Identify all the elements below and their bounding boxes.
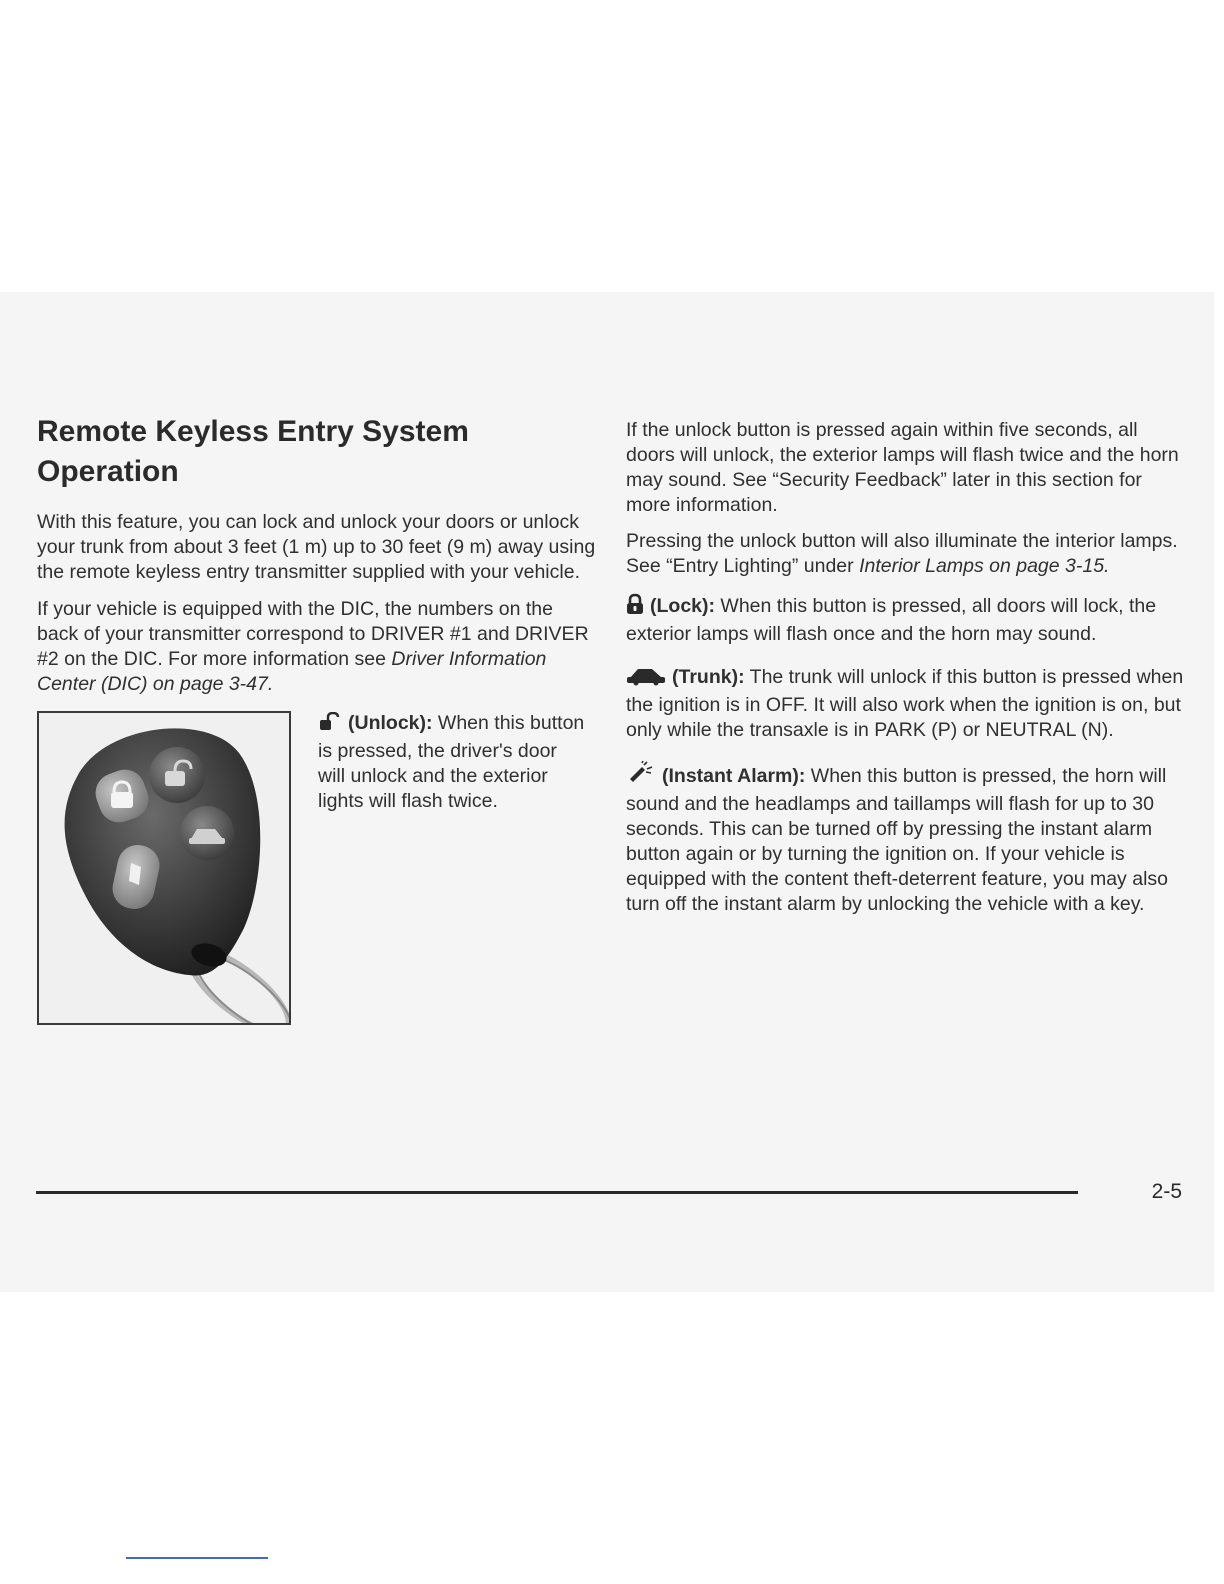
transmitter-figure-row (37, 711, 597, 1051)
link-underline[interactable] (126, 1557, 268, 1559)
trunk-paragraph (626, 665, 1186, 743)
illuminate-reference: Interior Lamps on page 3-15. (859, 555, 1110, 577)
intro-paragraph: With this feature, you can lock and unlock your doors or unlock your trunk from about 3 feet (1 m) up to 30 feet (9 m) away using the remote keyless entry transmitter supplied with your vehicle. (37, 511, 596, 583)
unlock-text: When this button is pressed, the driver's door will unlock and the exterior lights will flash twice. (318, 712, 585, 812)
alarm-text: When this button is pressed, the horn will sound and the headlamps and taillamps will flash for up to 30 seconds. This can be turned off by pressing the instant alarm button again or by turning the ignition on. If your vehicle is equipped with the content theft-deterrent feature, you may also turn off the instant alarm by unlocking the vehicle with a key. (626, 765, 1169, 915)
transmitter-photo (37, 711, 291, 1025)
left-column (37, 412, 597, 1051)
right-column (626, 418, 1186, 928)
dic-text: If your vehicle is equipped with the DIC, the numbers on the back of your transmitter correspond to DRIVER #1 and DRIVER #2 on the DIC. For more information see (37, 598, 589, 670)
car-icon (626, 666, 666, 693)
key-fob-image (39, 713, 289, 1023)
illuminate-text: Pressing the unlock button will also illuminate the interior lamps. See “Entry Lighting” under (626, 530, 1178, 577)
lock-paragraph (626, 593, 1186, 647)
trunk-term: (Trunk): (672, 666, 745, 688)
lock-text: When this button is pressed, all doors will lock, the exterior lamps will flash once and the horn may sound. (626, 595, 1157, 645)
unlock-description (318, 711, 588, 826)
unlock-term: (Unlock): (348, 712, 433, 734)
lock-icon (626, 593, 644, 622)
illuminate-paragraph (626, 529, 1186, 579)
dic-paragraph (37, 597, 597, 697)
manual-page (0, 292, 1214, 1292)
unlock-again-paragraph: If the unlock button is pressed again within five seconds, all doors will unlock, the exterior lamps will flash twice and the horn may sound. See “Security Feedback” later in this section for more information. (626, 419, 1179, 516)
dic-reference: Driver Information Center (DIC) on page 3-47. (37, 648, 547, 695)
alarm-term: (Instant Alarm): (662, 765, 806, 787)
unlock-icon (318, 712, 342, 739)
alarm-paragraph (626, 761, 1186, 917)
trunk-text: The trunk will unlock if this button is pressed when the ignition is in OFF. It will also work when the ignition is on, but only while the transaxle is in PARK (P) or NEUTRAL (N). (626, 666, 1184, 741)
section-title: Remote Keyless Entry System Operation (37, 415, 469, 488)
horn-icon (626, 761, 656, 792)
page-number: 2-5 (1151, 1180, 1182, 1203)
lock-term: (Lock): (650, 595, 715, 617)
footer-rule (36, 1191, 1078, 1194)
